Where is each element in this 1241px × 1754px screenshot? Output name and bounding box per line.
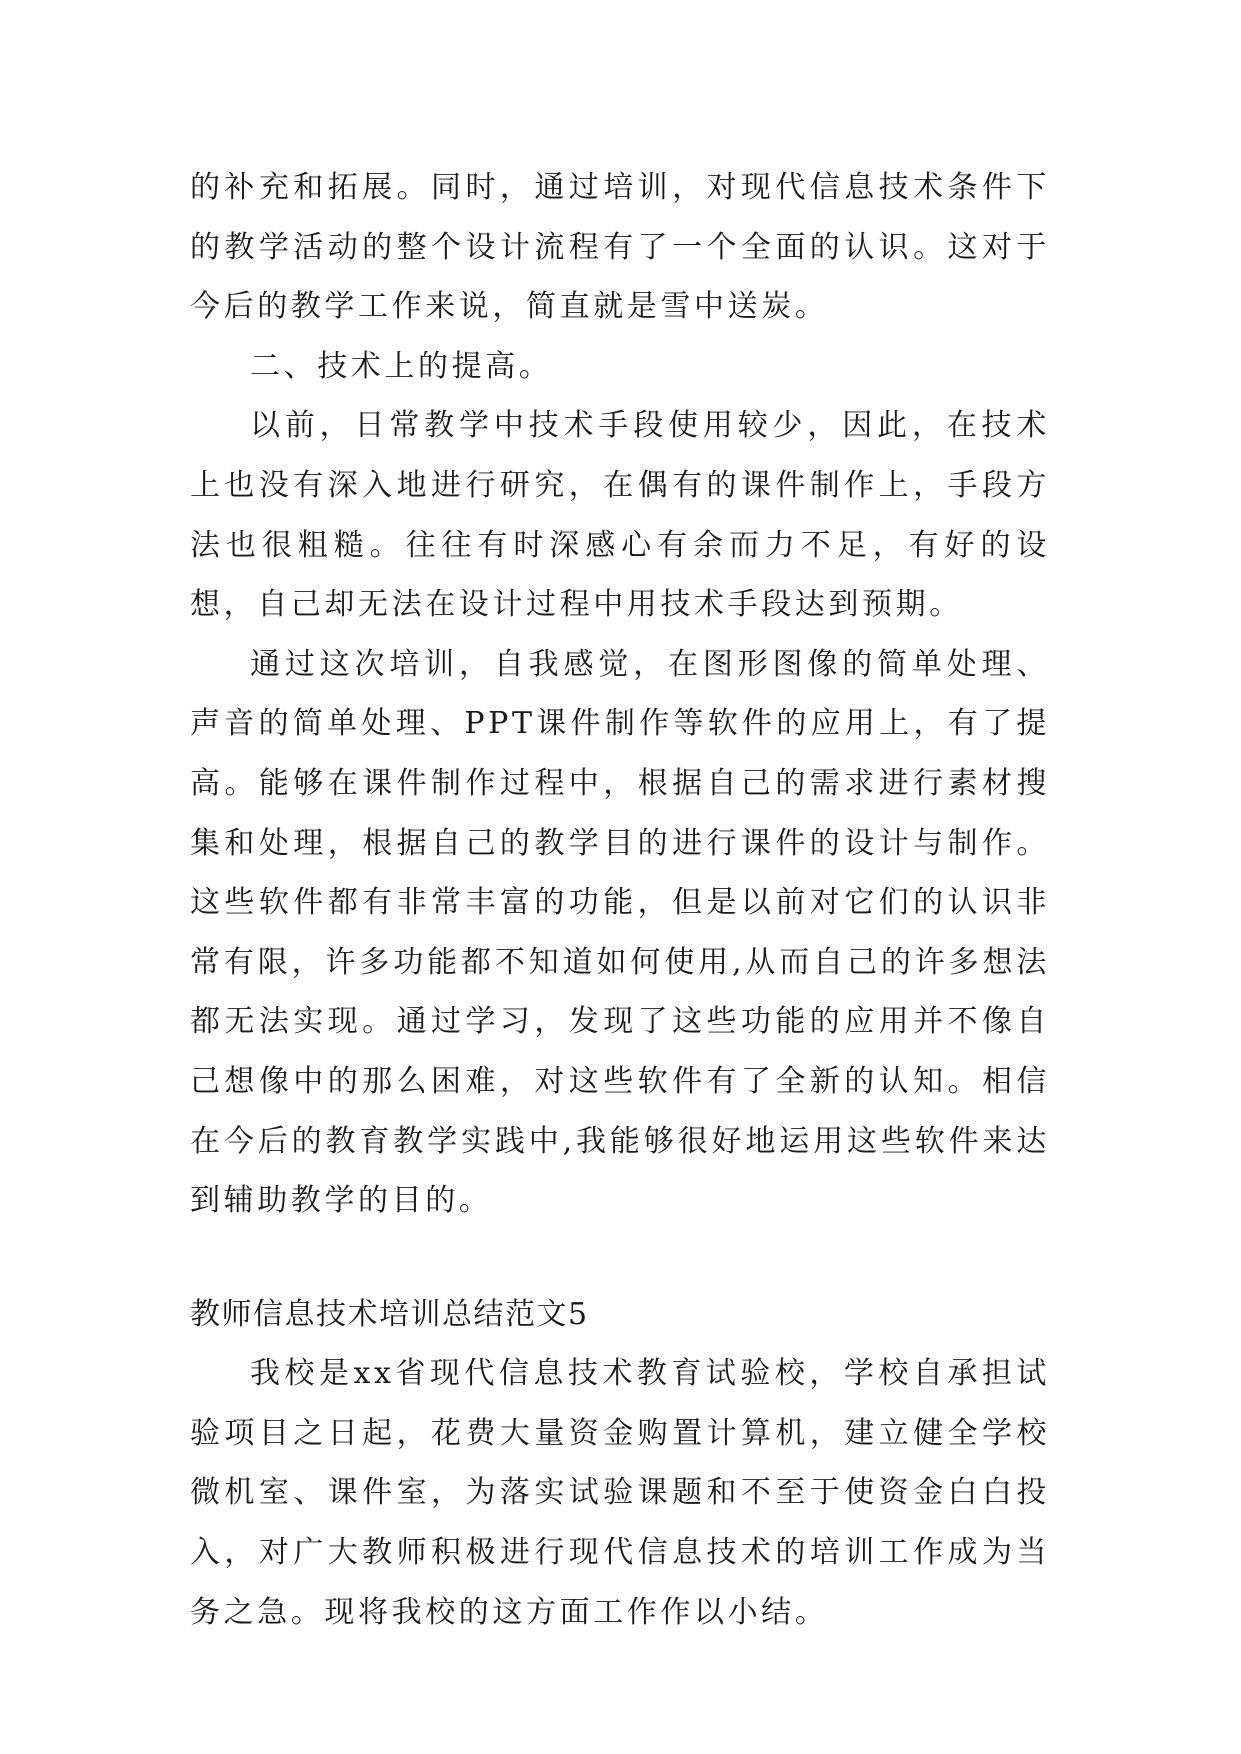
paragraph: 我校是xx省现代信息技术教育试验校，学校自承担试验项目之日起，花费大量资金购置计算机，建立健全学校微机室、课件室，为落实试验课题和不至于使资金白白投入，对广大教师积极进行现代信息技术的培训工作成为当务之急。现将我校的这方面工作作以小结。 xyxy=(190,1356,1050,1630)
subheading-paragraph: 二、技术上的提高。 xyxy=(250,348,553,384)
paragraph: 通过这次培训，自我感觉，在图形图像的简单处理、声音的简单处理、PPT课件制作等软件的应用上，有了提高。能够在课件制作过程中，根据自己的需求进行素材搜集和处理，根据自己的教学目的进行课件的设计与制作。这些软件都有非常丰富的功能，但是以前对它们的认识非常有限，许多功能都不知道如何使用,从而自己的许多想法都无法实现。通过学习，发现了这些功能的应用并不像自己想像中的那么困难，对这些软件有了全新的认知。相信在今后的教育教学实践中,我能够很好地运用这些软件来达到辅助教学的目的。 xyxy=(190,646,1050,1219)
document-body xyxy=(190,158,1050,1642)
section-heading: 教师信息技术培训总结范文5 xyxy=(190,1296,589,1332)
paragraph: 以前，日常教学中技术手段使用较少，因此，在技术上也没有深入地进行研究，在偶有的课件制作上，手段方法也很粗糙。往往有时深感心有余而力不足，有好的设想，自己却无法在设计过程中用技术手段达到预期。 xyxy=(190,408,1050,623)
paragraph: 的补充和拓展。同时，通过培训，对现代信息技术条件下的教学活动的整个设计流程有了一个全面的认识。这对于今后的教学工作来说，简直就是雪中送炭。 xyxy=(190,170,1050,325)
